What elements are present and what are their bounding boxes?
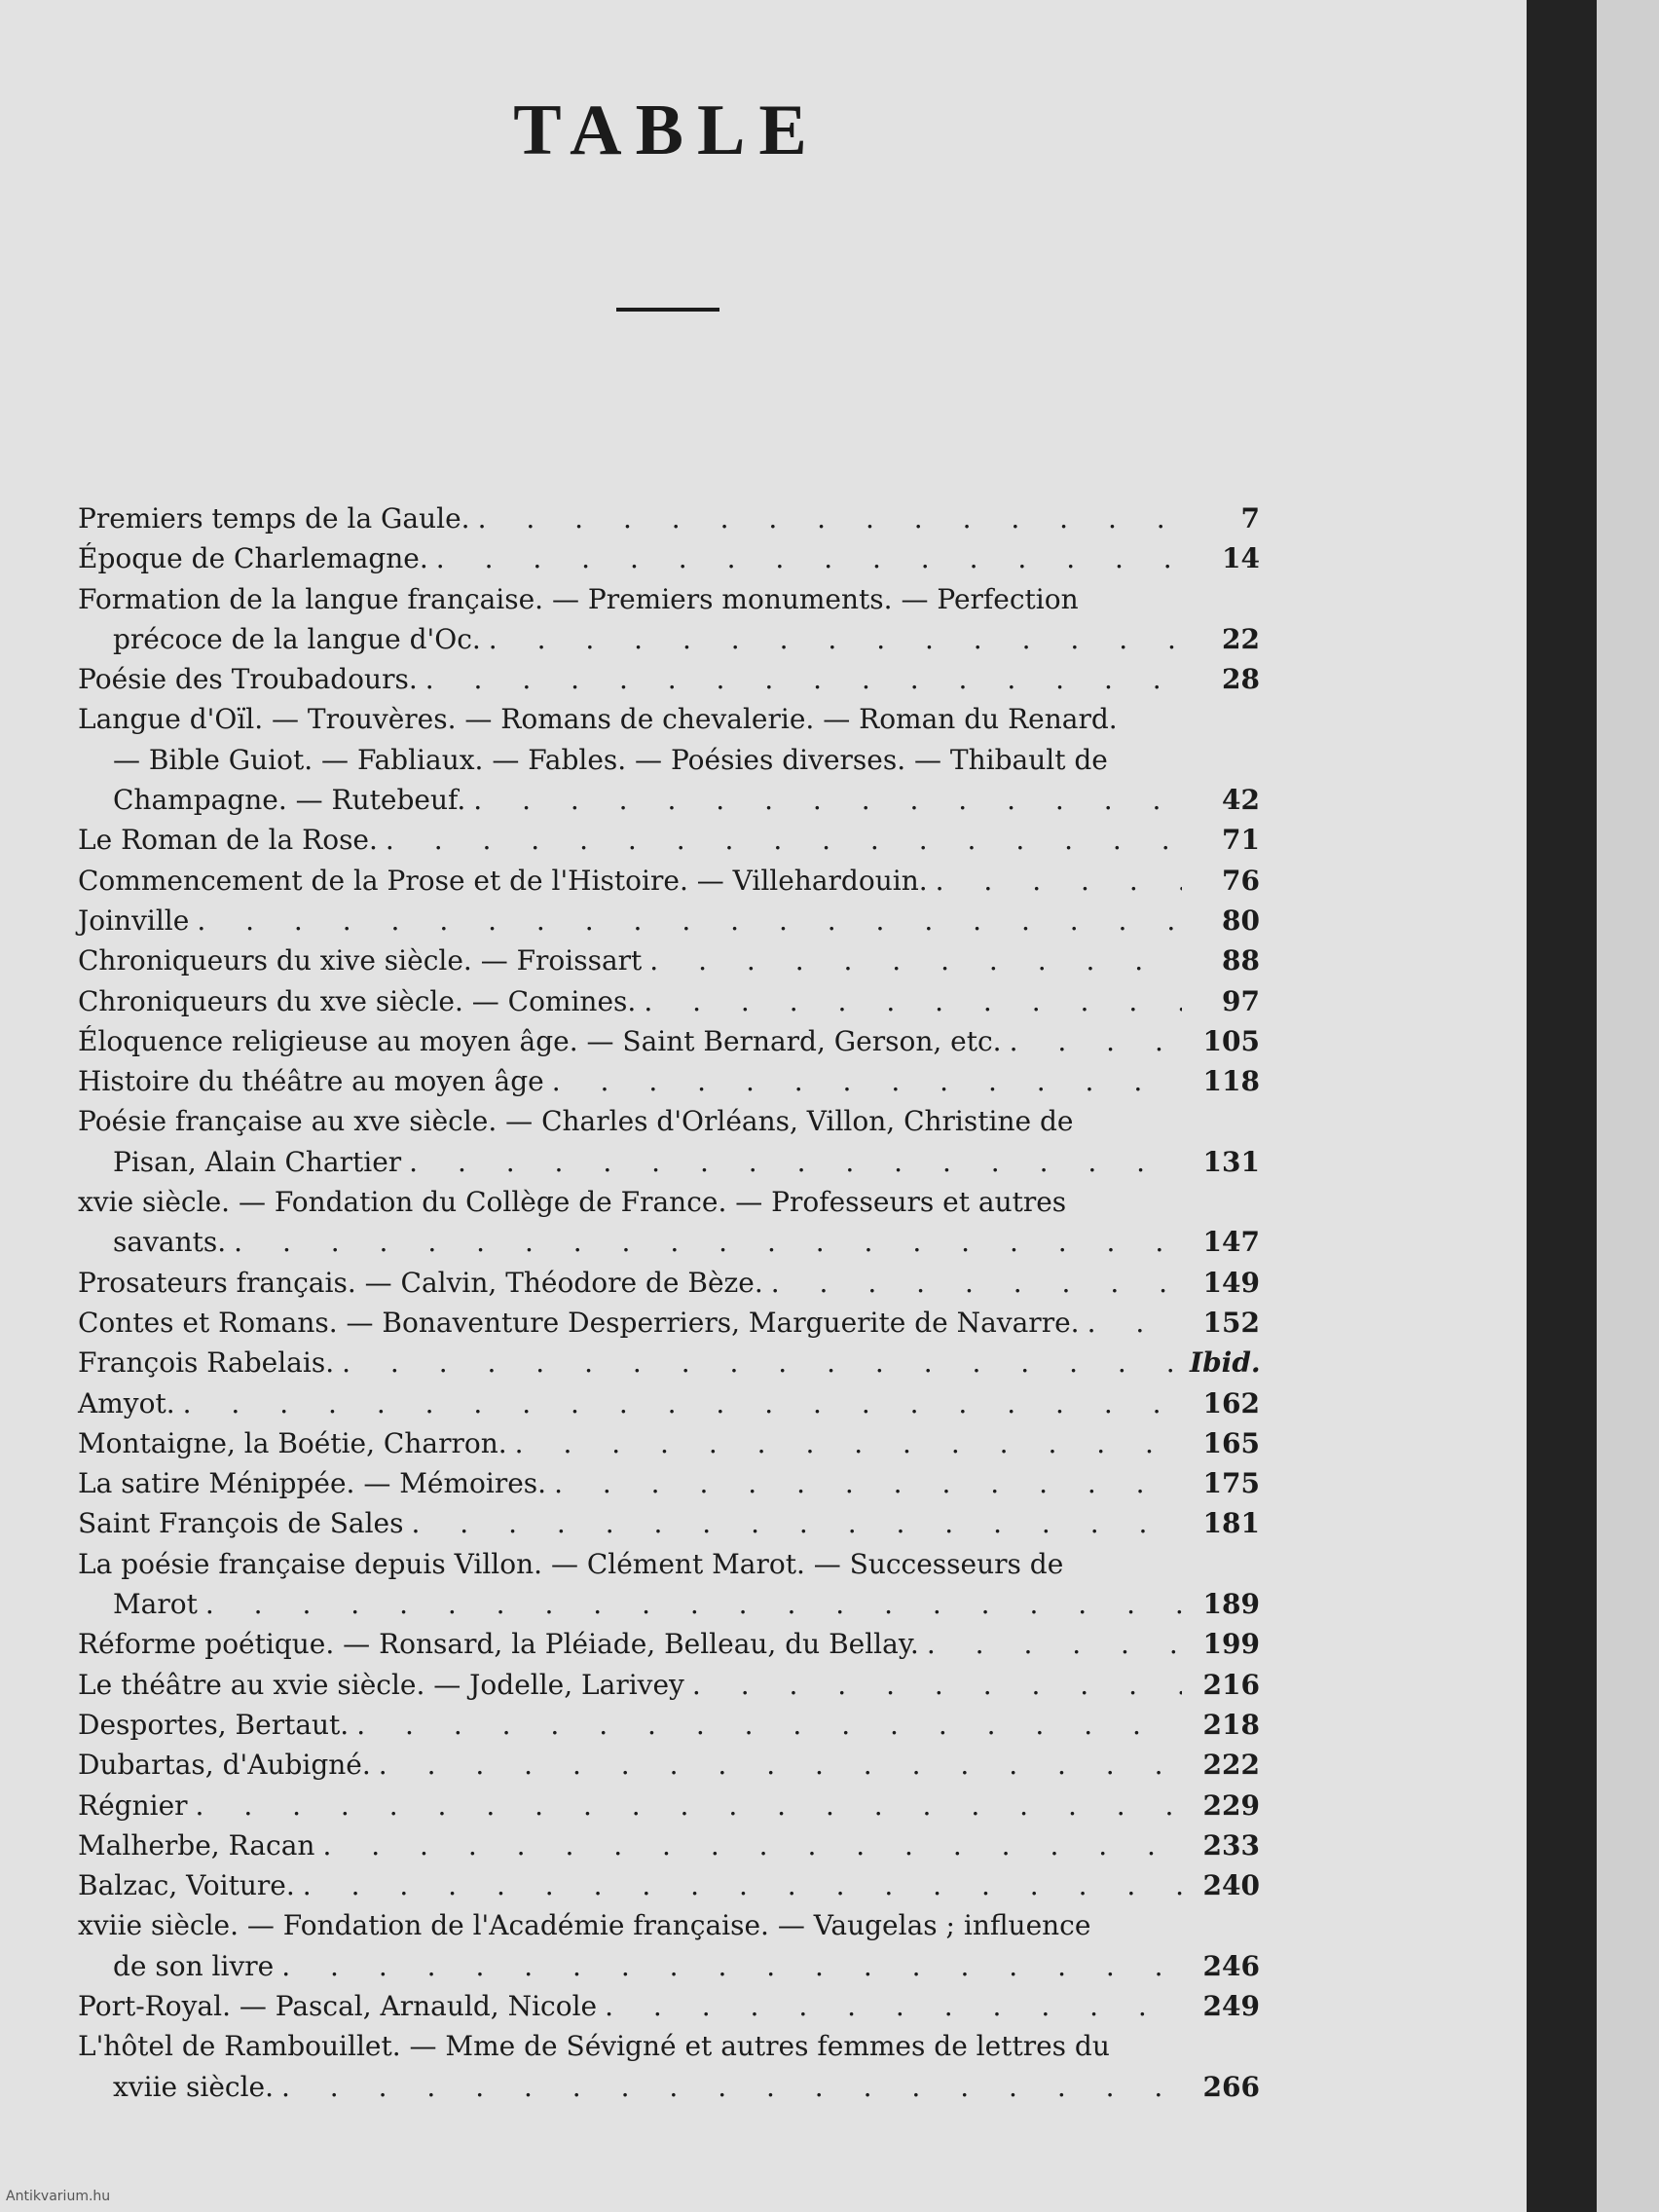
toc-entry <box>78 1343 1260 1382</box>
toc-page-number: 118 <box>1202 1065 1260 1098</box>
toc-entry-text: savants. <box>113 1226 227 1259</box>
dot-leader <box>342 1343 1182 1382</box>
dot-leader <box>281 2067 1182 2107</box>
toc-entry-text: Desportes, Bertaut. <box>78 1708 350 1741</box>
toc-entry <box>78 940 1260 980</box>
dot-leader <box>552 1061 1182 1101</box>
toc-entry-text: Le Roman de la Rose. <box>78 824 378 857</box>
watermark: Antikvarium.hu <box>6 2189 111 2204</box>
toc-entry <box>78 981 1260 1021</box>
toc-page-number: 97 <box>1222 984 1260 1017</box>
toc-page-number: 88 <box>1222 944 1260 977</box>
toc-entry <box>78 1503 1260 1543</box>
table-of-contents <box>78 498 1260 2107</box>
toc-entry-text: Prosateurs français. — Calvin, Théodore de Bèze. <box>78 1266 763 1299</box>
toc-page-number: 222 <box>1202 1749 1260 1782</box>
toc-entry-text: Éloquence religieuse au moyen âge. — Saint Bernard, Gerson, etc. <box>78 1024 1002 1057</box>
toc-entry <box>78 1061 1260 1101</box>
dot-leader <box>605 1986 1182 2026</box>
page-title: TABLE <box>513 91 821 170</box>
toc-entry-text: Commencement de la Prose et de l'Histoire. — Villehardouin. <box>78 864 928 897</box>
toc-entry <box>78 538 1260 578</box>
toc-page-number: Ibid. <box>1190 1346 1261 1380</box>
toc-entry-text: Le théâtre au xvie siècle. — Jodelle, Larivey <box>78 1668 684 1701</box>
toc-entry <box>78 1101 1260 1182</box>
dot-leader <box>303 1865 1182 1905</box>
toc-entry <box>78 1705 1260 1745</box>
toc-entry <box>78 901 1260 940</box>
toc-entry <box>78 1463 1260 1503</box>
toc-page-number: 152 <box>1202 1306 1260 1339</box>
dot-leader <box>196 1786 1182 1825</box>
toc-entry-text: Langue d'Oïl. — Trouvères. — Romans de chevalerie. — Roman du Renard. <box>78 703 1118 736</box>
toc-page-number: 246 <box>1202 1949 1260 1982</box>
toc-page-number: 165 <box>1202 1426 1260 1459</box>
toc-page-number: 131 <box>1202 1145 1260 1178</box>
toc-entry <box>78 579 1260 660</box>
toc-page-number: 218 <box>1202 1708 1260 1741</box>
toc-entry-text: Poésie des Troubadours. <box>78 663 418 696</box>
toc-page-number: 175 <box>1202 1467 1260 1500</box>
dot-leader <box>183 1383 1182 1423</box>
toc-page-number: 7 <box>1240 502 1260 535</box>
toc-entry-text: L'hôtel de Rambouillet. — Mme de Sévigné et autres femmes de lettres du <box>78 2030 1110 2063</box>
dot-leader <box>936 861 1182 901</box>
title-rule <box>616 308 719 312</box>
dot-leader <box>644 981 1182 1021</box>
dot-leader <box>205 1584 1182 1624</box>
toc-entry <box>78 1624 1260 1664</box>
toc-entry <box>78 498 1260 538</box>
toc-entry-text: Chroniqueurs du xve siècle. — Comines. <box>78 984 637 1017</box>
toc-entry <box>78 1986 1260 2026</box>
toc-entry <box>78 659 1260 699</box>
toc-entry-text: Saint François de Sales <box>78 1507 404 1540</box>
toc-page-number: 147 <box>1202 1226 1260 1259</box>
toc-page-number: 14 <box>1222 542 1260 575</box>
toc-page-number: 189 <box>1202 1588 1260 1621</box>
toc-entry <box>78 1383 1260 1423</box>
toc-page-number: 199 <box>1202 1628 1260 1661</box>
toc-entry-text: Joinville <box>78 903 190 937</box>
dot-leader <box>436 538 1182 578</box>
dot-leader <box>692 1665 1182 1705</box>
toc-entry-text: La poésie française depuis Villon. — Clément Marot. — Successeurs de <box>78 1547 1064 1580</box>
toc-entry <box>78 861 1260 901</box>
toc-entry-text: Montaigne, la Boétie, Charron. <box>78 1426 507 1459</box>
toc-entry <box>78 1423 1260 1463</box>
dot-leader <box>554 1463 1182 1503</box>
dot-leader <box>379 1745 1182 1785</box>
toc-entry-text: Port-Royal. — Pascal, Arnauld, Nicole <box>78 1989 598 2022</box>
toc-page-number: 233 <box>1202 1828 1260 1862</box>
toc-page-number: 149 <box>1202 1266 1260 1299</box>
dot-leader <box>197 901 1182 940</box>
toc-entry-text: Champagne. — Rutebeuf. <box>113 784 466 817</box>
toc-entry-text: Contes et Romans. — Bonaventure Desperriers, Marguerite de Navarre. <box>78 1306 1080 1339</box>
toc-entry-text: xviie siècle. — Fondation de l'Académie française. — Vaugelas ; influence <box>78 1909 1091 1942</box>
dot-leader <box>489 619 1182 659</box>
toc-entry-text: Formation de la langue française. — Premiers monuments. — Perfection <box>78 582 1079 615</box>
book-spine <box>1527 0 1597 2212</box>
toc-entry-text: Histoire du théâtre au moyen âge <box>78 1065 544 1098</box>
toc-entry-text: de son livre <box>113 1949 275 1982</box>
toc-entry <box>78 2026 1260 2107</box>
toc-page-number: 28 <box>1222 663 1260 696</box>
dot-leader <box>1010 1021 1182 1061</box>
toc-entry <box>78 1665 1260 1705</box>
toc-entry-text: Malherbe, Racan <box>78 1828 315 1862</box>
toc-page-number: 22 <box>1222 622 1260 655</box>
dot-leader <box>927 1624 1182 1664</box>
toc-entry-text: Marot <box>113 1588 198 1621</box>
toc-entry <box>78 820 1260 860</box>
toc-page-number: 42 <box>1222 784 1260 817</box>
dot-leader <box>515 1423 1182 1463</box>
toc-entry <box>78 1303 1260 1343</box>
toc-page-number: 76 <box>1222 864 1260 897</box>
dot-leader <box>322 1825 1182 1865</box>
toc-page-number: 105 <box>1202 1024 1260 1057</box>
toc-page-number: 249 <box>1202 1989 1260 2022</box>
toc-page-number: 216 <box>1202 1668 1260 1701</box>
toc-entry-text: Balzac, Voiture. <box>78 1869 295 1902</box>
toc-page-number: 80 <box>1222 903 1260 937</box>
toc-entry-text: Régnier <box>78 1788 188 1822</box>
toc-entry-text: Dubartas, d'Aubigné. <box>78 1749 371 1782</box>
page-edge <box>1597 0 1659 2212</box>
toc-page-number: 162 <box>1202 1386 1260 1419</box>
dot-leader <box>281 1946 1182 1986</box>
toc-entry <box>78 699 1260 820</box>
toc-page-number: 229 <box>1202 1788 1260 1822</box>
dot-leader <box>771 1263 1182 1303</box>
toc-entry-text: Époque de Charlemagne. <box>78 542 428 575</box>
toc-entry-text: xvie siècle. — Fondation du Collège de France. — Professeurs et autres <box>78 1186 1067 1219</box>
dot-leader <box>411 1503 1182 1543</box>
toc-entry-text: François Rabelais. <box>78 1346 335 1380</box>
toc-entry <box>78 1865 1260 1905</box>
toc-entry <box>78 1825 1260 1865</box>
toc-entry-text: Amyot. <box>78 1386 175 1419</box>
dot-leader <box>386 820 1182 860</box>
dot-leader <box>1088 1303 1182 1343</box>
toc-entry <box>78 1263 1260 1303</box>
toc-page-number: 266 <box>1202 2070 1260 2103</box>
toc-page-number: 240 <box>1202 1869 1260 1902</box>
toc-page-number: 181 <box>1202 1507 1260 1540</box>
toc-entry <box>78 1544 1260 1625</box>
dot-leader <box>409 1142 1182 1182</box>
toc-entry-text: Réforme poétique. — Ronsard, la Pléiade, Belleau, du Bellay. <box>78 1628 919 1661</box>
dot-leader <box>356 1705 1182 1745</box>
toc-entry-text: — Bible Guiot. — Fabliaux. — Fables. — Poésies diverses. — Thibault de <box>113 743 1108 776</box>
dot-leader <box>234 1222 1182 1262</box>
toc-entry-text: Poésie française au xve siècle. — Charles d'Orléans, Villon, Christine de <box>78 1105 1074 1138</box>
toc-entry <box>78 1182 1260 1263</box>
dot-leader <box>478 498 1182 538</box>
dot-leader <box>425 659 1182 699</box>
toc-entry-text: xviie siècle. <box>113 2070 274 2103</box>
toc-entry-text: Premiers temps de la Gaule. <box>78 502 470 535</box>
dot-leader <box>649 940 1182 980</box>
toc-entry-text: précoce de la langue d'Oc. <box>113 622 481 655</box>
toc-entry <box>78 1021 1260 1061</box>
dot-leader <box>473 780 1182 820</box>
toc-entry-text: Chroniqueurs du xive siècle. — Froissart <box>78 944 643 977</box>
toc-entry <box>78 1745 1260 1785</box>
toc-entry <box>78 1786 1260 1825</box>
toc-entry <box>78 1905 1260 1986</box>
toc-entry-text: La satire Ménippée. — Mémoires. <box>78 1467 547 1500</box>
toc-entry-text: Pisan, Alain Chartier <box>113 1145 402 1178</box>
toc-page-number: 71 <box>1222 824 1260 857</box>
